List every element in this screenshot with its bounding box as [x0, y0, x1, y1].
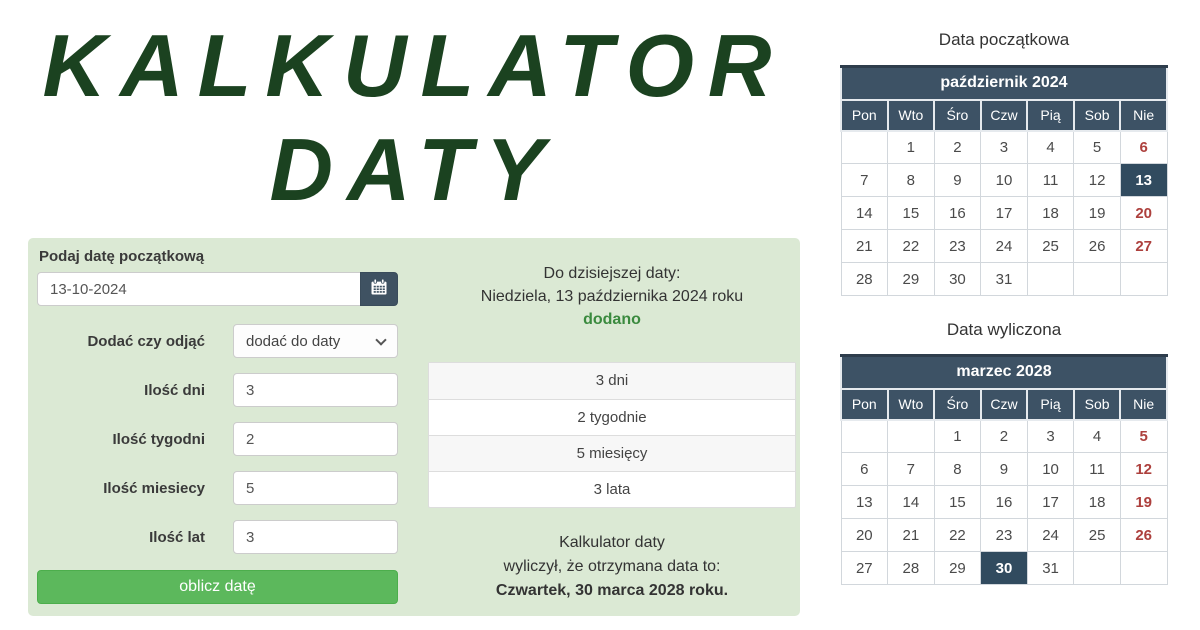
- calendar-day-cell: 29: [888, 263, 935, 296]
- calendar-day-cell: 2: [934, 131, 981, 164]
- calendar-day-cell: 8: [934, 453, 981, 486]
- calendar-empty-cell: [888, 420, 935, 453]
- calendar-day-cell: 12: [1074, 164, 1121, 197]
- calendar-day-cell: 24: [1027, 519, 1074, 552]
- calendar-empty-cell: [841, 420, 888, 453]
- calendar-day-cell: 22: [934, 519, 981, 552]
- calendar-day-cell: 9: [981, 453, 1028, 486]
- calendar-day-cell: 3: [1027, 420, 1074, 453]
- calendar-week-row: [841, 263, 1167, 296]
- start-date-calendar: [840, 65, 1168, 296]
- calendar-day-cell: 23: [934, 230, 981, 263]
- calendar-day-cell: 25: [1074, 519, 1121, 552]
- calendar-day-cell: 24: [981, 230, 1028, 263]
- calendar-day-cell: 10: [981, 164, 1028, 197]
- calendar-empty-cell: [1120, 552, 1167, 585]
- calendar-day-cell: 9: [934, 164, 981, 197]
- app-title-line1: KALKULATOR: [42, 16, 786, 115]
- day-name-header: Pią: [1027, 100, 1074, 131]
- result-calendar-heading: Data wyliczona: [946, 320, 1062, 339]
- calendar-day-cell: 3: [981, 131, 1028, 164]
- calendar-week-row: [841, 420, 1167, 453]
- calendar-day-cell: 6: [1120, 131, 1167, 164]
- calendar-day-cell: 18: [1074, 486, 1121, 519]
- calendar-day-cell: 5: [1074, 131, 1121, 164]
- calendar-day-cell: 11: [1027, 164, 1074, 197]
- calendar-month-header: październik 2024: [841, 67, 1167, 100]
- calendar-day-cell: 12: [1120, 453, 1167, 486]
- calendar-day-cell: 14: [841, 197, 888, 230]
- weeks-input[interactable]: [233, 422, 398, 456]
- result-intro-line1: Do dzisiejszej daty:: [543, 265, 681, 282]
- calendar-day-cell: 10: [1027, 453, 1074, 486]
- calendar-day-cell: 4: [1027, 131, 1074, 164]
- day-names-row: [841, 100, 1167, 131]
- list-item: 2 tygodnie: [429, 399, 795, 435]
- operation-label: Dodać czy odjąć: [87, 332, 205, 350]
- calendar-day-cell: 17: [1027, 486, 1074, 519]
- day-name-header: Sob: [1074, 100, 1121, 131]
- start-date-input[interactable]: [37, 272, 360, 306]
- calendar-day-cell: 13: [841, 486, 888, 519]
- calendar-month-header: marzec 2028: [841, 356, 1167, 389]
- result-date: Czwartek, 30 marca 2028 roku.: [495, 582, 729, 599]
- result-outro-line2: wyliczył, że otrzymana data to:: [503, 558, 721, 575]
- calendar-day-cell: 20: [1120, 197, 1167, 230]
- years-row: [37, 520, 424, 554]
- calendar-day-cell: 21: [888, 519, 935, 552]
- start-calendar-heading: Data początkowa: [938, 30, 1070, 49]
- day-name-header: Wto: [888, 100, 935, 131]
- calendar-week-row: [841, 552, 1167, 585]
- day-names-row: [841, 389, 1167, 420]
- days-row: [37, 373, 424, 407]
- list-item: 3 lata: [429, 471, 795, 507]
- list-item: 5 miesięcy: [429, 435, 795, 471]
- results-section: [424, 238, 800, 616]
- calendar-day-cell: 28: [888, 552, 935, 585]
- calculate-date-button[interactable]: oblicz datę: [37, 570, 398, 604]
- calendar-day-cell: 4: [1074, 420, 1121, 453]
- calendar-day-cell: 7: [888, 453, 935, 486]
- calendar-day-cell: 25: [1027, 230, 1074, 263]
- list-item: 3 dni: [429, 363, 795, 399]
- calendar-day-cell: 30: [981, 552, 1028, 585]
- calendars-column: [840, 24, 1168, 585]
- calendar-day-cell: 18: [1027, 197, 1074, 230]
- calendar-day-cell: 16: [981, 486, 1028, 519]
- result-outro-line1: Kalkulator daty: [559, 534, 665, 551]
- operation-row: [37, 324, 424, 358]
- calendar-day-cell: 26: [1120, 519, 1167, 552]
- calendar-week-row: [841, 519, 1167, 552]
- calendar-day-cell: 27: [1120, 230, 1167, 263]
- calendar-day-cell: 15: [934, 486, 981, 519]
- calendar-week-row: [841, 453, 1167, 486]
- operation-done-text: dodano: [583, 311, 641, 328]
- day-name-header: Pon: [841, 100, 888, 131]
- calendar-day-cell: 13: [1120, 164, 1167, 197]
- months-row: [37, 471, 424, 505]
- months-label: Ilość miesiecy: [103, 479, 205, 497]
- calendar-day-cell: 2: [981, 420, 1028, 453]
- app-title-line2: DATY: [269, 119, 559, 219]
- calendar-day-cell: 22: [888, 230, 935, 263]
- weeks-label: Ilość tygodni: [112, 430, 205, 448]
- calendar-week-row: [841, 486, 1167, 519]
- day-name-header: Pią: [1027, 389, 1074, 420]
- calendar-week-row: [841, 164, 1167, 197]
- calendar-day-cell: 31: [981, 263, 1028, 296]
- calendar-day-cell: 17: [981, 197, 1028, 230]
- days-label: Ilość dni: [144, 381, 205, 399]
- years-label: Ilość lat: [149, 528, 205, 546]
- result-outro: [424, 531, 800, 603]
- calendar-empty-cell: [1074, 552, 1121, 585]
- calendar-day-cell: 28: [841, 263, 888, 296]
- calendar-day-cell: 6: [841, 453, 888, 486]
- calendar-day-cell: 23: [981, 519, 1028, 552]
- calendar-picker-button[interactable]: [360, 272, 398, 306]
- day-name-header: Pon: [841, 389, 888, 420]
- calendar-day-cell: 14: [888, 486, 935, 519]
- months-input[interactable]: [233, 471, 398, 505]
- calendar-day-cell: 15: [888, 197, 935, 230]
- calendar-day-cell: 31: [1027, 552, 1074, 585]
- calendar-day-cell: 19: [1120, 486, 1167, 519]
- calendar-week-row: [841, 131, 1167, 164]
- result-date-calendar: [840, 354, 1168, 585]
- calculator-panel: [28, 238, 800, 616]
- calendar-empty-cell: [1120, 263, 1167, 296]
- day-name-header: Czw: [981, 389, 1028, 420]
- added-amounts-list: [428, 362, 796, 508]
- calendar-day-cell: 1: [934, 420, 981, 453]
- calendar-day-cell: 21: [841, 230, 888, 263]
- calendar-day-cell: 29: [934, 552, 981, 585]
- calendar-week-row: [841, 230, 1167, 263]
- result-intro-line2: Niedziela, 13 października 2024 roku: [480, 288, 744, 305]
- day-name-header: Śro: [934, 100, 981, 131]
- start-date-label: Podaj datę początkową: [39, 248, 205, 265]
- calendar-day-cell: 27: [841, 552, 888, 585]
- start-date-group: [37, 272, 398, 306]
- calendar-day-cell: 20: [841, 519, 888, 552]
- years-input[interactable]: [233, 520, 398, 554]
- calendar-empty-cell: [1027, 263, 1074, 296]
- day-name-header: Nie: [1120, 100, 1167, 131]
- calendar-day-cell: 30: [934, 263, 981, 296]
- calendar-week-row: [841, 197, 1167, 230]
- day-name-header: Śro: [934, 389, 981, 420]
- day-name-header: Czw: [981, 100, 1028, 131]
- weeks-row: [37, 422, 424, 456]
- calendar-day-cell: 19: [1074, 197, 1121, 230]
- calendar-day-cell: 8: [888, 164, 935, 197]
- calendar-day-cell: 26: [1074, 230, 1121, 263]
- calendar-empty-cell: [841, 131, 888, 164]
- date-form: [28, 238, 424, 616]
- day-name-header: Sob: [1074, 389, 1121, 420]
- app-title: [0, 14, 828, 222]
- calendar-day-cell: 11: [1074, 453, 1121, 486]
- calendar-empty-cell: [1074, 263, 1121, 296]
- operation-select[interactable]: [233, 324, 398, 358]
- calendar-day-cell: 16: [934, 197, 981, 230]
- calendar-day-cell: 1: [888, 131, 935, 164]
- day-name-header: Wto: [888, 389, 935, 420]
- calendar-icon: [369, 277, 389, 302]
- calendar-day-cell: 7: [841, 164, 888, 197]
- day-name-header: Nie: [1120, 389, 1167, 420]
- days-input[interactable]: [233, 373, 398, 407]
- calendar-day-cell: 5: [1120, 420, 1167, 453]
